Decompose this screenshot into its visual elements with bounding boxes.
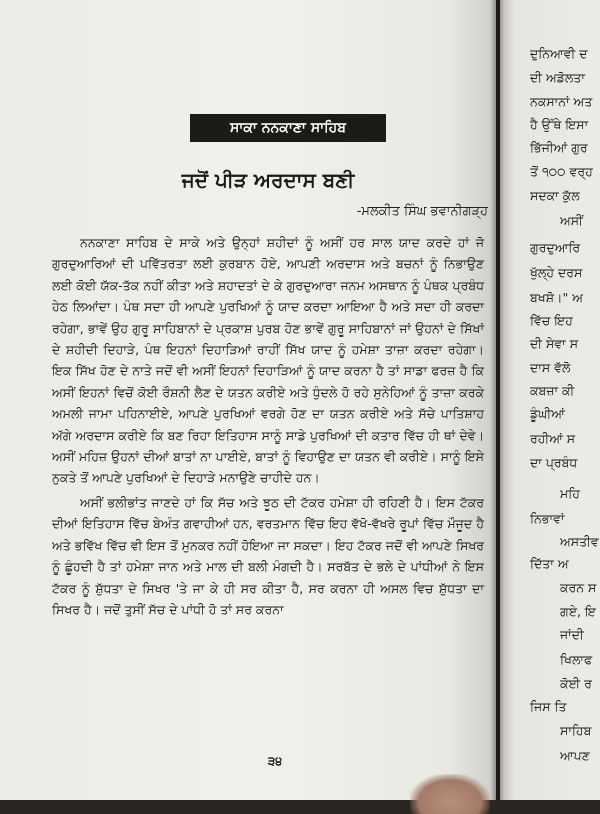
right-page-line: ਅਸਤੀਵ bbox=[560, 534, 599, 549]
right-page-line: ਨਕਸਾਨਾਂ ਅਤ bbox=[530, 94, 593, 109]
right-page-line: ਮਹਿ bbox=[560, 486, 580, 501]
right-page-line: ਆਪਣ bbox=[560, 748, 590, 763]
right-page-line: ਕੋਈ ਰ bbox=[560, 676, 592, 691]
right-page-line: ਗਏ, ਇ bbox=[560, 604, 596, 619]
right-page-line: ਜਿਸ ਤਿ bbox=[530, 699, 567, 714]
article-body bbox=[52, 232, 484, 620]
right-page-line: ਸਾਹਿਬ bbox=[560, 723, 592, 738]
right-page-line: ਖਿਲਾਫ bbox=[560, 652, 593, 667]
thumb bbox=[410, 774, 490, 814]
right-page-line: ਤੋਂ ੧੦੦ ਵਰ੍ਹ bbox=[530, 164, 593, 179]
right-page-line: ਕਰਨ ਸ bbox=[560, 580, 597, 595]
book-gutter bbox=[490, 0, 504, 800]
right-page-line: ਰਹੀਆਂ ਸ bbox=[530, 431, 576, 446]
paragraph-2: ਅਸੀਂ ਭਲੀਭਾਂਤ ਜਾਣਦੇ ਹਾਂ ਕਿ ਸੱਚ ਅਤੇ ਝੂਠ ਦੀ ਟੱਕਰ ਹਮੇਸ਼ਾ ਹੀ ਰਹਿਣੀ ਹੈ। ਇਸ ਟੱਕਰ ਦੀਆਂ ਇਤਿਹਾਸ ਵਿੱਚ ਬੇਅੰਤ ਗਵਾਹੀਆਂ ਹਨ, ਵਰਤਮਾਨ ਵਿੱਚ ਇਹ ਵੱਖੋ-ਵੱਖਰੇ ਰੂਪਾਂ ਵਿੱਚ ਮੌਜੂਦ ਹੈ ਅਤੇ ਭਵਿੱਖ ਵਿੱਚ ਵੀ ਇਸ ਤੋਂ ਮੁਨਕਰ ਨਹੀਂ ਹੋਇਆ ਜਾ ਸਕਦਾ। ਇਹ ਟੱਕਰ ਜਦੋਂ ਵੀ ਆਪਣੇ ਸਿਖਰ ਨੂੰ ਛੂੰਹਦੀ ਹੈ ਤਾਂ ਹਮੇਸ਼ਾ ਜਾਨ ਅਤੇ ਮਾਲ ਦੀ ਬਲੀ ਮੰਗਦੀ ਹੈ। ਸਰਬੱਤ ਦੇ ਭਲੇ ਦੇ ਪਾਂਧੀਆਂ ਨੇ ਇਸ ਟੱਕਰ ਨੂੰ ਸ਼ੁੱਧਤਾ ਦੇ ਸਿਖਰ 'ਤੇ ਜਾ ਕੇ ਹੀ ਸਰ ਕੀਤਾ ਹੈ, ਸਰ ਕਰਨਾ ਹੀ ਅਸਲ ਵਿਚ ਸ਼ੁੱਧਤਾ ਦਾ ਸਿਖਰ ਹੈ। ਜਦੋਂ ਤੁਸੀਂ ਸੱਚ ਦੇ ਪਾਂਧੀ ਹੋ ਤਾਂ ਸਰ ਕਰਨਾ bbox=[52, 494, 484, 617]
right-page-line: ਦਾ ਪ੍ਰਬੰਧ bbox=[530, 455, 578, 470]
right-page-line: ਦੀ ਸੇਵਾ ਸ bbox=[530, 336, 579, 351]
right-page-line: ਦਾਸ ਵੱਲੋ bbox=[530, 360, 571, 375]
right-page-line: ਬਖਸ਼ੋ।" ਅ bbox=[530, 290, 583, 305]
right-page-line: ਕਬਜ਼ਾ ਕੀ bbox=[530, 383, 575, 398]
right-page-line: ਹੈ ਉੱਥੇ ਇਸਾ bbox=[530, 117, 589, 132]
right-page-line: ਦਿੱਤਾ ਅ bbox=[530, 556, 569, 571]
right-page-line: ਭਿੱਜੀਆਂ ਗੁਰ bbox=[530, 140, 588, 155]
page-number: ੩੪ bbox=[267, 754, 283, 768]
right-page-line: ਜਾਂਦੀ bbox=[560, 627, 584, 642]
section-label: ਸਾਕਾ ਨਨਕਾਣਾ ਸਾਹਿਬ bbox=[190, 114, 386, 142]
right-page-line: ਵਿੱਚ ਇਹ bbox=[530, 313, 573, 328]
right-page-line: ਡੂੰਘੀਆਂ bbox=[530, 406, 565, 421]
right-page-line: ਦੀ ਅਡੋਲਤਾ bbox=[530, 70, 585, 85]
paragraph-1: ਨਨਕਾਣਾ ਸਾਹਿਬ ਦੇ ਸਾਕੇ ਅਤੇ ਉਨ੍ਹਾਂ ਸ਼ਹੀਦਾਂ ਨੂੰ ਅਸੀਂ ਹਰ ਸਾਲ ਯਾਦ ਕਰਦੇ ਹਾਂ ਜੋ ਗੁਰਦੁਆਰਿਆਂ ਦੀ ਪਵਿੱਤਰਤਾ ਲਈ ਕੁਰਬਾਨ ਹੋਏ, ਆਪਣੀ ਅਰਦਾਸ ਅਤੇ ਬਚਨਾਂ ਨੂੰ ਨਿਭਾਉਣ ਲਈ ਕੋਈ ਯੱਕ-ਤੱਕ ਨਹੀਂ ਕੀਤਾ ਅਤੇ ਸ਼ਹਾਦਤਾਂ ਦੇ ਕੇ ਗੁਰਦੁਆਰਾ ਜਨਮ ਅਸਥਾਨ ਨੂੰ ਪੰਥਕ ਪ੍ਰਬੰਧ ਹੇਠ ਲਿਆਂਦਾ। ਪੰਥ ਸਦਾ ਹੀ ਆਪਣੇ ਪੁਰਖਿਆਂ ਨੂੰ ਯਾਦ ਕਰਦਾ ਆਇਆ ਹੈ ਅਤੇ ਸਦਾ ਹੀ ਕਰਦਾ ਰਹੇਗਾ, ਭਾਵੇਂ ਉਹ ਗੁਰੂ ਸਾਹਿਬਾਨਾਂ ਦੇ ਪ੍ਰਕਾਸ਼ ਪੁਰਬ ਹੋਣ ਭਾਵੇਂ ਗੁਰੂ ਸਾਹਿਬਾਨਾਂ ਜਾਂ ਉਹਨਾਂ ਦੇ ਸਿੱਖਾਂ ਦੇ ਸ਼ਹੀਦੀ ਦਿਹਾੜੇ, ਪੰਥ ਇਹਨਾਂ ਦਿਹਾੜਿਆਂ ਰਾਹੀਂ ਸਿੱਖ ਯਾਦ ਨੂੰ ਹਮੇਸ਼ਾ ਤਾਜ਼ਾ ਕਰਦਾ ਰਹੇਗਾ। ਇਕ ਸਿੱਖ ਹੋਣ ਦੇ ਨਾਤੇ ਜਦੋਂ ਵੀ ਅਸੀਂ ਇਹਨਾਂ ਦਿਹਾੜਿਆਂ ਨੂੰ ਯਾਦ ਕਰਨਾ ਹੈ ਤਾਂ ਸਾਡਾ ਫਰਜ਼ ਹੈ ਕਿ ਅਸੀਂ ਇਹਨਾਂ ਵਿਚੋਂ ਕੋਈ ਰੌਸ਼ਨੀ ਲੈਣ ਦੇ ਯਤਨ ਕਰੀਏ ਅਤੇ ਧੁੰਦਲੇ ਹੋ ਰਹੇ ਸੁਨੇਹਿਆਂ ਨੂੰ ਤਾਜ਼ਾ ਕਰਕੇ ਅਮਲੀ ਜਾਮਾ ਪਹਿਨਾਈਏ, ਆਪਣੇ ਪੁਰਖਿਆਂ ਵਰਗੇ ਹੋਣ ਦਾ ਯਤਨ ਕਰੀਏ ਅਤੇ ਸੱਚੇ ਪਾਤਿਸ਼ਾਹ ਅੱਗੇ ਅਰਦਾਸ ਕਰੀਏ ਕਿ ਬਣ ਰਿਹਾ ਇਤਿਹਾਸ ਸਾਨੂੰ ਸਾਡੇ ਪੁਰਖਿਆਂ ਦੀ ਕਤਾਰ ਵਿੱਚ ਹੀ ਥਾਂ ਦੇਵੇ। ਅਸੀਂ ਮਹਿਜ਼ ਉਹਨਾਂ ਦੀਆਂ ਬਾਤਾਂ ਨਾ ਪਾਈਏ, ਬਾਤਾਂ ਨੂੰ ਵਿਹਾਉਣ ਦਾ ਯਤਨ ਵੀ ਕਰੀਏ। ਸਾਨੂੰ ਇਸੇ ਨੁਕਤੇ ਤੋਂ ਆਪਣੇ ਪੁਰਖਿਆਂ ਦੇ ਦਿਹਾੜੇ ਮਨਾਉਣੇ ਚਾਹੀਦੇ ਹਨ। bbox=[52, 235, 484, 486]
right-page-line: ਖੁੱਲ੍ਹੇ ਦਰਸ bbox=[530, 265, 583, 280]
right-page-line: ਨਿਭਾਵਾਂ bbox=[530, 511, 565, 526]
right-page-line: ਦੁਨਿਆਵੀ ਦ bbox=[530, 46, 588, 61]
author-byline: -ਮਲਕੀਤ ਸਿੰਘ ਭਵਾਨੀਗੜ੍ਹ bbox=[356, 204, 488, 219]
right-page-line: ਗੁਰਦੁਆਰਿ bbox=[530, 240, 581, 255]
article-title: ਜਦੋਂ ਪੀੜ ਅਰਦਾਸ ਬਣੀ bbox=[181, 168, 355, 192]
right-page-line: ਅਸੀਂ bbox=[560, 213, 583, 228]
right-page-line: ਸਦਕਾ ਕੁੱਲ bbox=[530, 188, 580, 203]
